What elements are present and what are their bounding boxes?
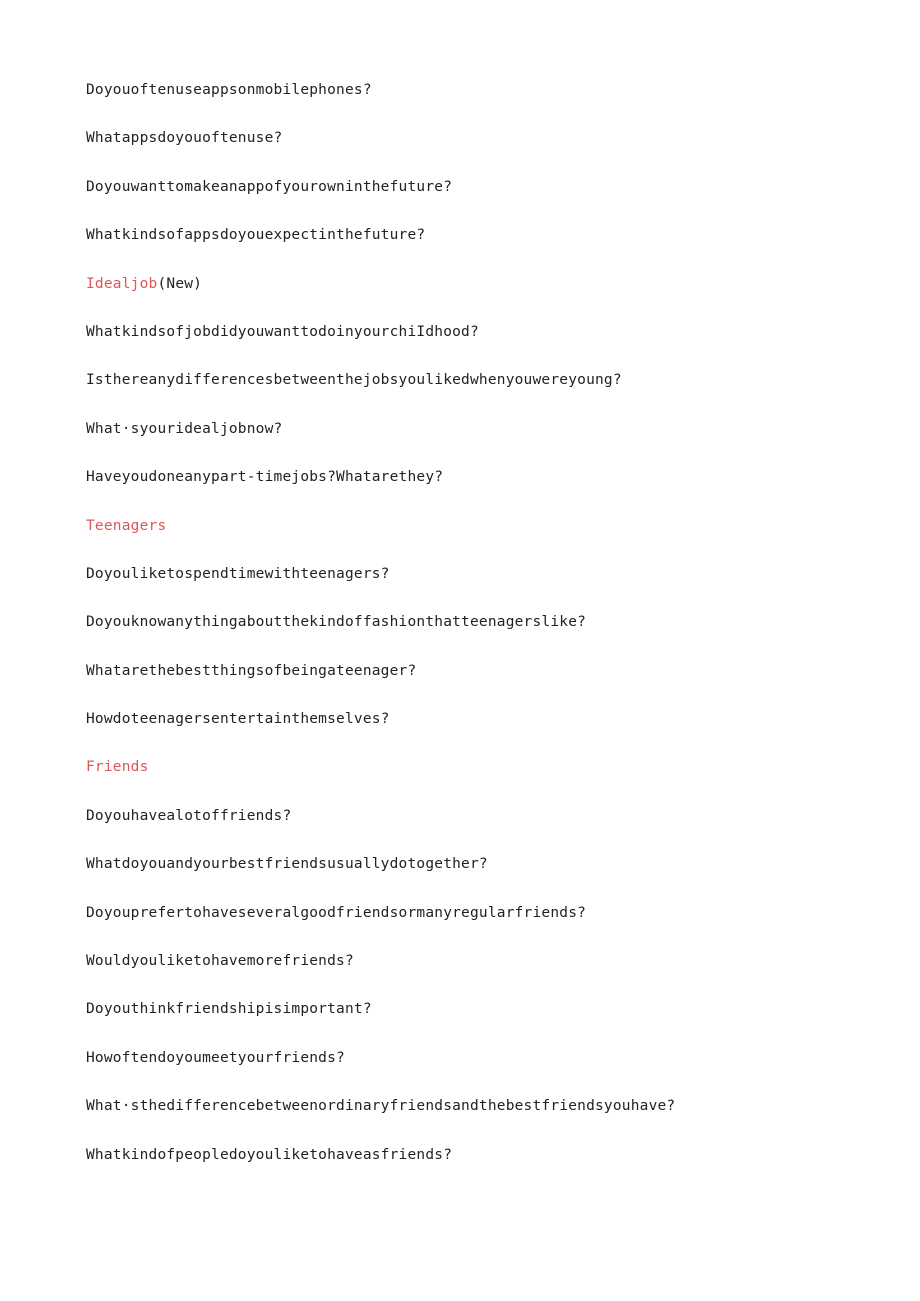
question-line: Haveyoudoneanypart-timejobs?Whatarethey? (86, 469, 444, 486)
section-heading-text: Idealjob (86, 275, 158, 292)
question-line: Doyouknowanythingaboutthekindoffashionthatteenagerslike? (86, 614, 587, 631)
section-heading-teenagers (86, 514, 886, 562)
question-line: Whatkindofpeopledoyouliketohaveasfriends? (86, 1146, 453, 1163)
question-line: Whatarethebestthingsofbeingateenager? (86, 662, 417, 679)
question-line: Doyouliketospendtimewithteenagers? (86, 565, 390, 582)
question-line: Isthereanydifferencesbetweenthejobsyoulikedwhenyouwereyoung? (86, 372, 622, 389)
question-line: Whatappsdoyouoftenuse? (86, 130, 283, 147)
question-line: Doyouhavealotoffriends? (86, 807, 292, 824)
question-line: WhatkindsofjobdidyouwanttodoinyourchiIdhood? (86, 323, 479, 340)
question-line: What·syouridealjobnow? (86, 420, 283, 437)
question-line: Doyouwanttomakeanappofyourowninthefuture? (86, 178, 453, 195)
question-line: What·sthedifferencebetweenordinaryfriendsandthebestfriendsyouhave? (86, 1098, 676, 1115)
question-line: Howoftendoyoumeetyourfriends? (86, 1049, 345, 1066)
section-heading-text: Friends (86, 759, 149, 776)
question-line: Howdoteenagersentertainthemselves? (86, 711, 390, 728)
section-heading-suffix: (New) (157, 275, 203, 292)
question-line: Doyouthinkfriendshipisimportant? (86, 1001, 372, 1018)
question-line: Doyouoftenuseappsonmobilephones? (86, 82, 372, 98)
document-page (86, 78, 886, 1191)
section-heading-friends (86, 755, 886, 803)
question-line: Whatkindsofappsdoyouexpectinthefuture? (86, 227, 426, 244)
question-line: Wouldyouliketohavemorefriends? (86, 953, 354, 970)
section-heading-idealjob (86, 272, 886, 320)
question-line: Whatdoyouandyourbestfriendsusuallydotogether? (86, 856, 488, 873)
question-line: Doyouprefertohaveseveralgoodfriendsormanyregularfriends? (86, 904, 587, 921)
section-heading-text: Teenagers (86, 517, 167, 534)
